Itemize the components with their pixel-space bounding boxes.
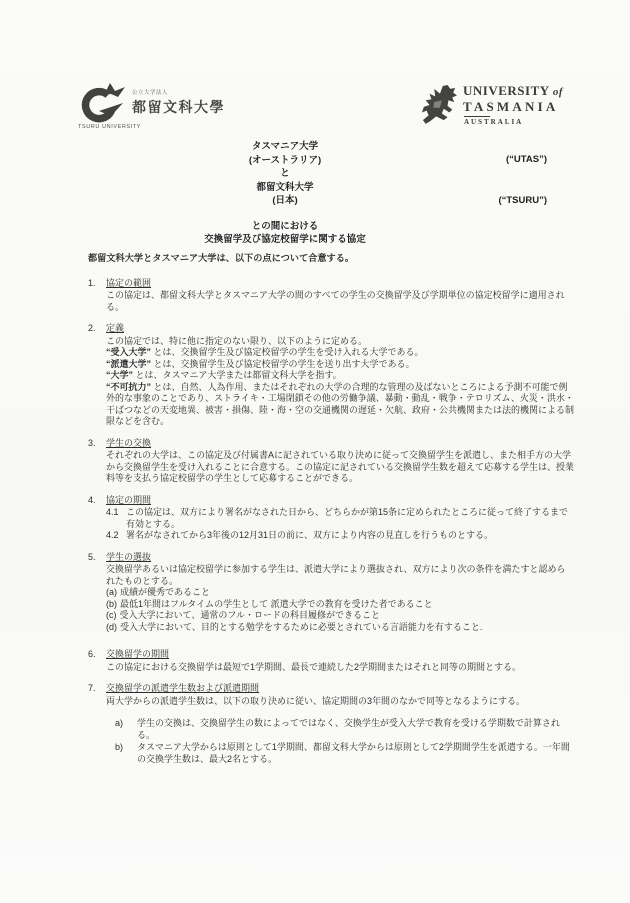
definition-text: とは、交換留学生及び協定校留学の学生を送り出す大学である。: [151, 358, 415, 369]
section-paragraph: この協定における交換留学は最短で1学期間、最長で連続した2学期間またはそれと同等の期間とする。: [106, 661, 522, 672]
section-selection: [88, 552, 574, 634]
clause-text: この協定は、双方により署名がなされた日から、どちらかが第15条に定められたところに従って終了するまで有効とする。: [126, 507, 569, 529]
condition-label: (b): [106, 598, 117, 609]
title-between: との間における: [251, 220, 319, 232]
section-exchange-period: [88, 649, 574, 673]
clause-text: 署名がなされてから3年後の12月31日の前に、双方により内容の見直しを行うものとする。: [126, 530, 494, 540]
agreement-name: 交換留学及び協定校留学に関する協定: [204, 234, 366, 245]
section-numbers-and-duration: [88, 683, 574, 766]
intro-paragraph: 都留文科大学とタスマニア大学は、以下の点について合意する。: [88, 253, 355, 263]
condition-label: (a): [106, 587, 117, 597]
section-heading: 協定の期間: [106, 494, 152, 505]
definition-term: “受入大学”: [106, 347, 152, 357]
title-party1-name: タスマニア大学: [251, 141, 319, 152]
section-paragraph: 両大学からの派遣学生数は、以下の取り決めに従い、協定期間の3年間のなかで同等となるようにする。: [106, 695, 526, 706]
utas-logo-text: [463, 82, 563, 130]
section-paragraph: この協定は、都留文科大学とタスマニア大学の間のすべての学生の交換留学及び学期単位の協定校留学に適用される。: [106, 290, 565, 312]
subclause-b: [106, 742, 574, 765]
clause-4-1: [106, 507, 574, 530]
condition-label: (c): [106, 610, 117, 620]
section-heading: 協定の範囲: [106, 277, 152, 288]
tsuru-caption: TSURU UNIVERSITY: [78, 124, 142, 130]
agreement-title-block: [0, 140, 630, 247]
clause-label: 4.2: [106, 530, 119, 540]
section-number: 5.: [88, 551, 96, 562]
utas-word-australia: AUSTRALIA: [464, 118, 524, 126]
sub-items: [106, 718, 574, 765]
subclause-text: タスマニア大学からは原則として1学期間、都留文科大学からは原則として2学期間学生を派遣する。一年間の交換学生数は、最大2名とする。: [137, 742, 570, 764]
definition-force-majeure: [106, 382, 574, 428]
clause-label: 4.1: [106, 507, 119, 517]
condition-d: [106, 622, 574, 634]
title-party2-country: (日本): [272, 195, 298, 206]
section-heading: 交換留学の派遣学生数および派遣期間: [106, 683, 260, 693]
utas-word-of: of: [552, 86, 564, 98]
section-heading: 学生の選抜: [106, 551, 152, 562]
utas-university-line: [463, 83, 563, 99]
section-number: 1.: [88, 277, 96, 288]
section-heading: 定義: [106, 323, 125, 333]
condition-b: [106, 599, 574, 611]
section-number: 2.: [88, 323, 96, 333]
utas-logo: [421, 82, 571, 130]
definition-host: [106, 347, 574, 359]
title-party2-name: 都留文科大学: [256, 181, 314, 193]
condition-label: (d): [106, 621, 117, 632]
section-heading: 交換留学の期間: [106, 649, 170, 659]
tsuru-university-logo: [78, 82, 278, 134]
condition-a: [106, 587, 574, 599]
section-duration: [88, 495, 574, 542]
subclause-a: [106, 718, 574, 741]
definition-term: “大学”: [106, 370, 134, 380]
agreement-body: [88, 253, 574, 776]
section-number: 3.: [88, 437, 96, 448]
ref-utas: (“UTAS”): [506, 154, 547, 165]
section-student-exchange: [88, 438, 574, 485]
tsuru-logo-text: [132, 88, 225, 117]
definition-term: “不可抗力”: [106, 381, 152, 392]
section-paragraph: 交換留学あるいは協定校留学に参加する学生は、派遣大学により選抜され、双方により次の条件を満たすと認められたものとする。: [106, 564, 566, 586]
subclause-label: b): [115, 742, 124, 752]
condition-c: [106, 610, 574, 622]
subclause-text: 学生の交換は、交換留学生の数によってではなく、交換学生が受入大学で教育を受ける学期数で計算される。: [137, 718, 560, 740]
section-definitions: [88, 323, 574, 428]
tsuru-org-type: 公立大学法人: [132, 90, 169, 96]
condition-text: 受入大学において、通常のフル・ロードの科目履修ができること: [119, 610, 380, 620]
utas-word-tasmania: TASMANIA: [463, 99, 559, 114]
condition-text: 最低1年間はフルタイムの学生として 派遣大学での教育を受けた者であること: [120, 598, 433, 609]
definition-term: “派遣大学”: [106, 358, 152, 369]
utas-lion-icon: [421, 82, 457, 126]
section-paragraph: それぞれの大学は、この協定及び付属書Aに記されている取り決めに従って交換留学生を派遣し、また相手方の大学から交換留学生を受け入れることに合意する。この協定に記されている交換留学生数を超えて応募する学生は、授業料等を支払う協定校留学の学生として応募することができる。: [106, 450, 575, 483]
condition-text: 成績が優秀であること: [120, 587, 211, 597]
section-number: 6.: [88, 649, 96, 659]
title-party1-country: (オーストラリア): [248, 154, 322, 166]
tsuru-org-name: 都留文科大學: [132, 99, 225, 115]
definition-text: とは、交換留学生及び協定校留学の学生を受け入れる大学である。: [151, 347, 424, 357]
section-number: 4.: [88, 494, 96, 505]
utas-word-university: UNIVERSITY: [463, 83, 550, 98]
title-and: と: [280, 168, 290, 179]
clause-4-2: [106, 530, 574, 542]
definition-home: [106, 359, 574, 371]
tsuru-crane-icon: [78, 82, 126, 124]
condition-text: 受入大学において、目的とする勉学をするために必要とされている言語能力を有すること.: [120, 621, 483, 632]
definition-university: [106, 370, 574, 382]
definition-text: とは、タスマニア大学または都留文科大学を指す。: [133, 370, 342, 380]
definition-text: とは、自然、人為作用、またはそれぞれの大学の合理的な管理の及ばないところによる予測不可能で例外的な事象のことであり、ストライキ・工場閉鎖その他の労働争議、暴動・動乱・戦争・テロリズム、火災・洪水・干ばつなどの天変地異、被害・損傷、陸・海・空の交通機関の遅延・欠航、政府・公共機関または法的機関による制限などを含む。: [106, 381, 575, 426]
section-number: 7.: [88, 683, 96, 693]
utas-rule: [464, 116, 490, 117]
ref-tsuru: (“TSURU”): [498, 195, 547, 206]
subclause-label: a): [115, 718, 124, 728]
section-heading: 学生の交換: [106, 437, 152, 448]
section-paragraph: この協定では、特に他に指定のない限り、以下のように定める。: [106, 335, 368, 346]
section-scope: [88, 278, 574, 314]
